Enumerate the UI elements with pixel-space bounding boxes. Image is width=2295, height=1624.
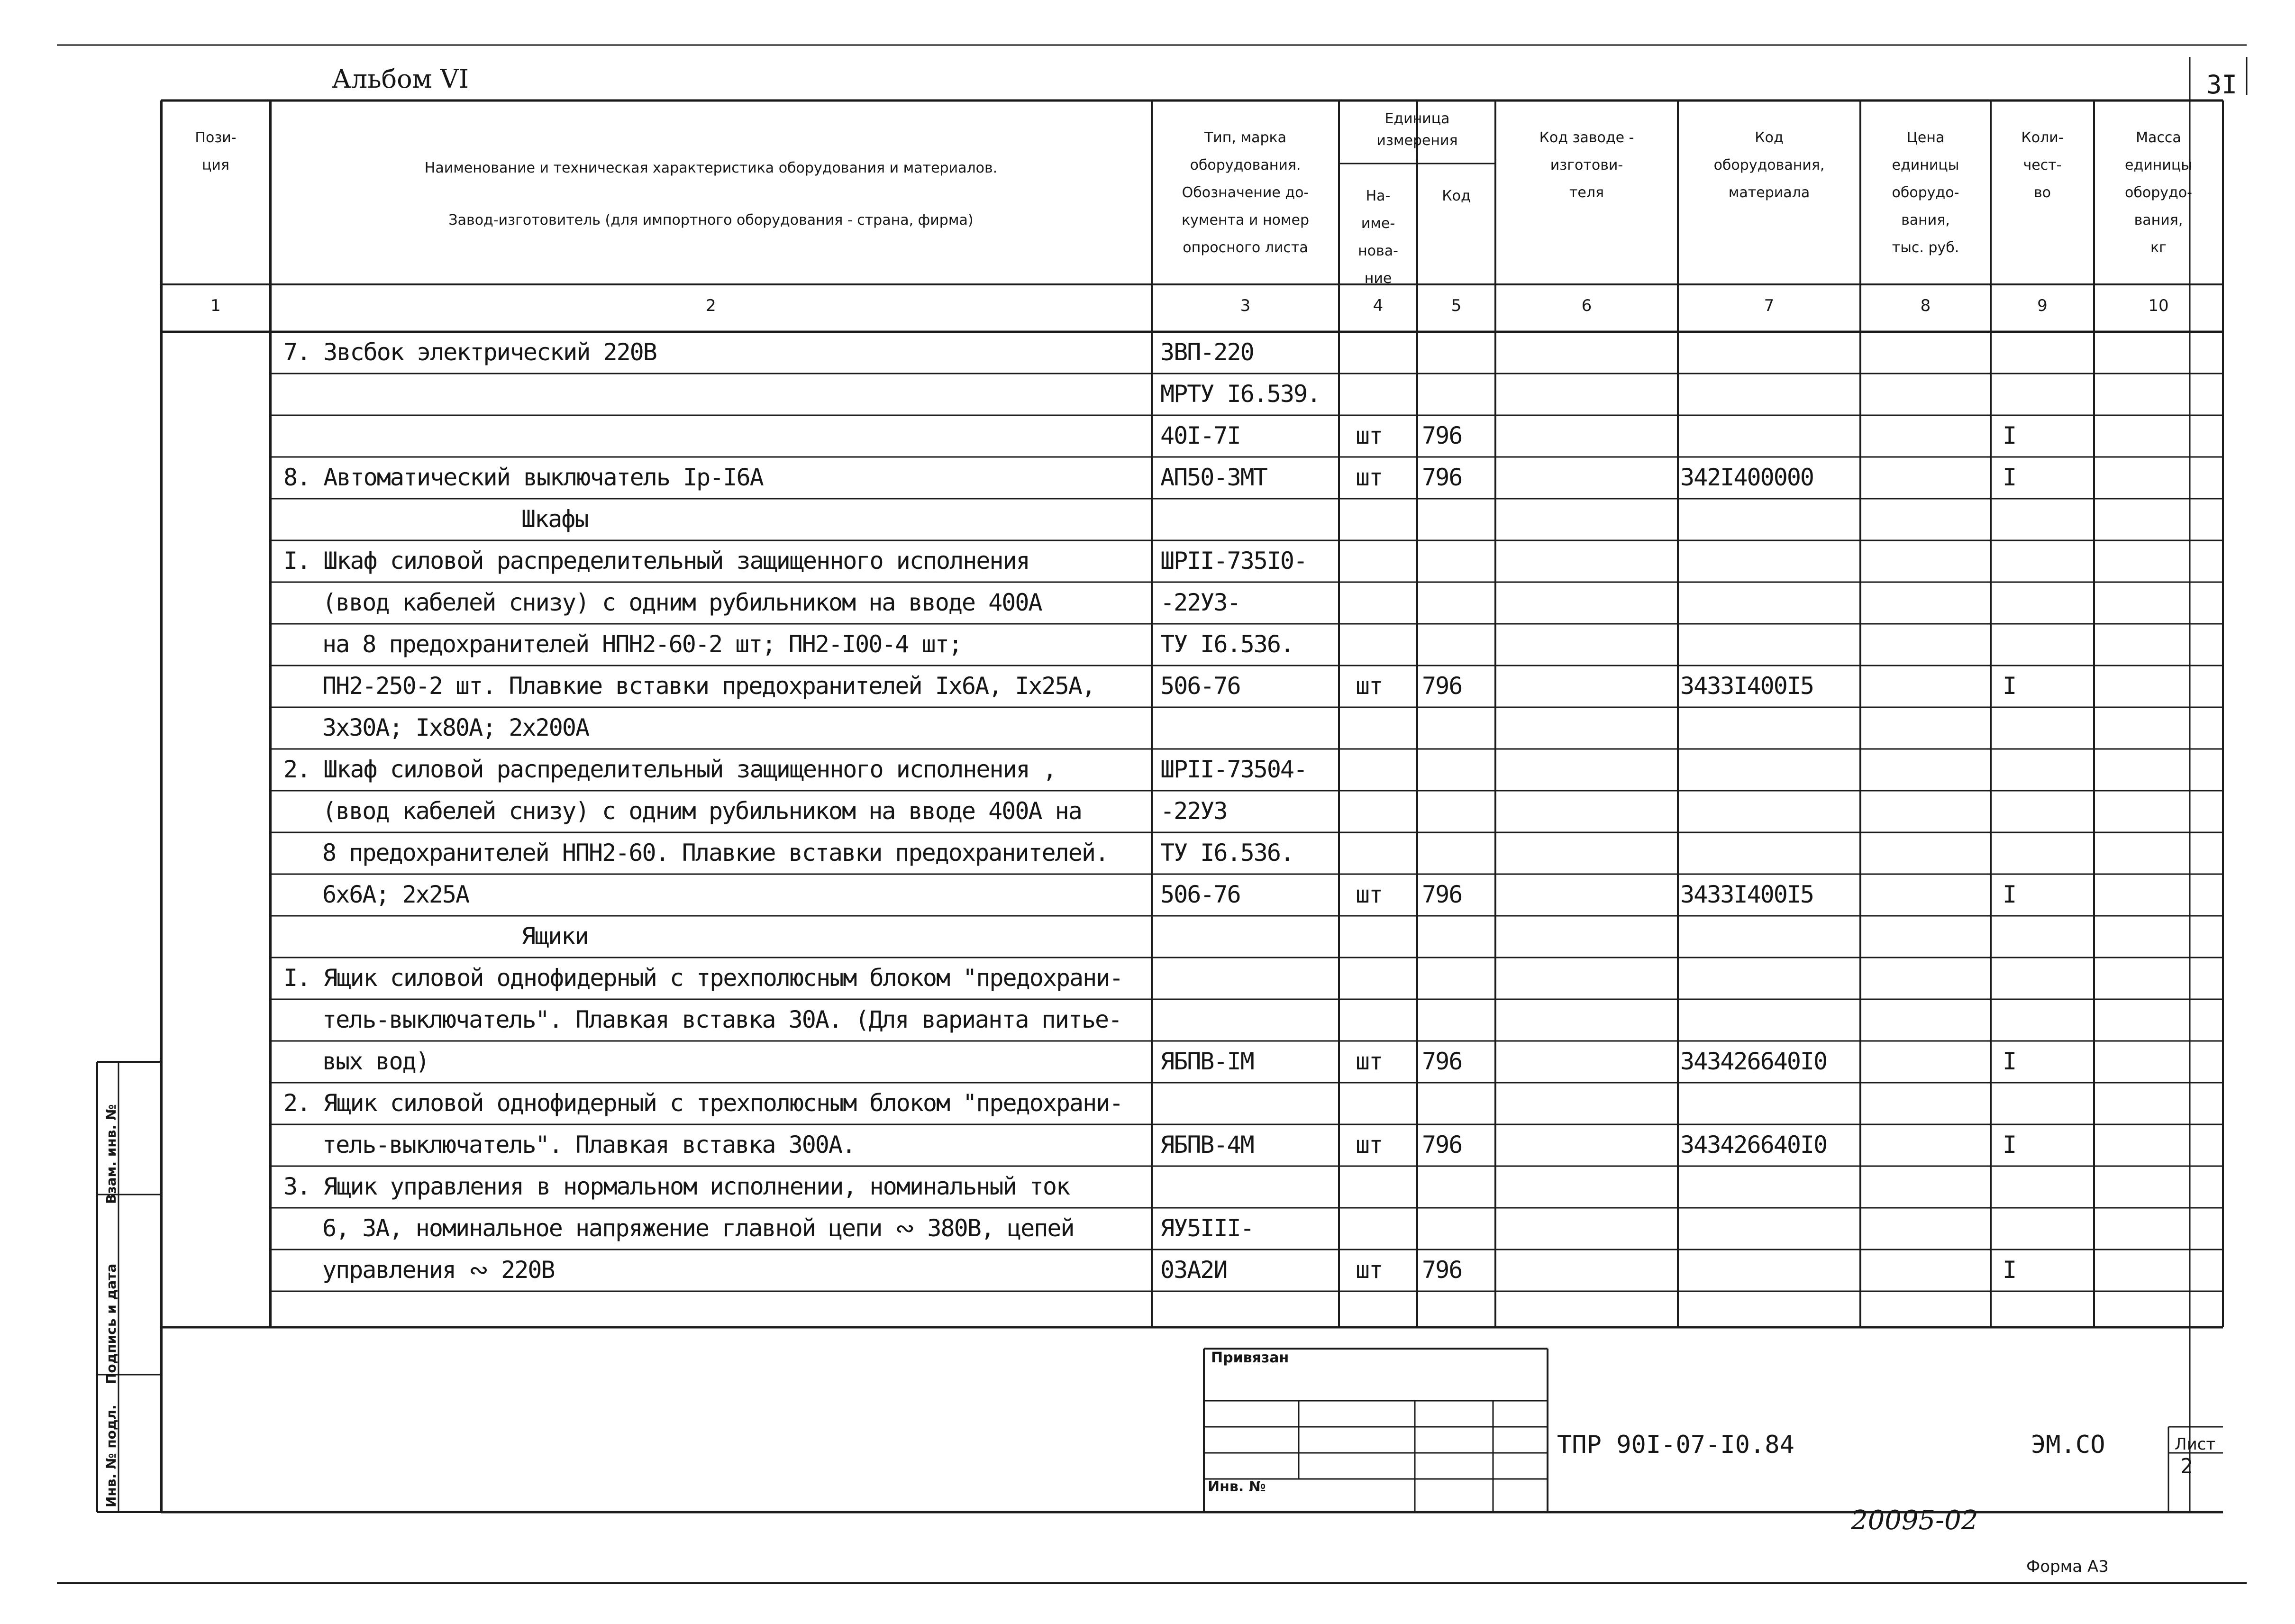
cell-type: МРТУ I6.539.	[1160, 380, 1321, 408]
cell-unit-code: 796	[1422, 1256, 1462, 1284]
column-number-8: 8	[1920, 296, 1931, 315]
column-number-7: 7	[1764, 296, 1775, 315]
column-number-6: 6	[1581, 296, 1592, 315]
cell-unit: шт	[1356, 422, 1383, 449]
cell-name: тель-выключатель". Плавкая вставка 30А. (Для варианта питье-	[322, 1006, 1122, 1033]
cell-equipment-code: 343426640I0	[1680, 1048, 1827, 1075]
column-header-9: Коли- чест- во	[2021, 129, 2064, 201]
column-header-3: Тип, марка оборудования. Обозначение до- кумента и номер опросного листа	[1181, 129, 1310, 256]
cell-type: -22У3-	[1160, 589, 1240, 616]
cell-name: I. Ящик силовой однофидерный с трехполюсным блоком "предохрани-	[283, 964, 1123, 992]
column-number-5: 5	[1451, 296, 1462, 315]
cell-name: 2. Ящик силовой однофидерный с трехполюсным блоком "предохрани-	[283, 1089, 1123, 1117]
cell-unit: шт	[1356, 1048, 1383, 1075]
cell-quantity: I	[2003, 464, 2016, 491]
cell-equipment-code: 3433I400I5	[1680, 672, 1814, 700]
cell-unit-code: 796	[1422, 1131, 1462, 1159]
cell-type: ЗВП-220	[1160, 338, 1254, 366]
column-number-3: 3	[1240, 296, 1251, 315]
form-label: Форма А3	[2026, 1557, 2109, 1576]
cell-type: 506-76	[1160, 672, 1240, 700]
cell-type: ЯБПВ-IМ	[1160, 1048, 1254, 1075]
side-label-signature: Подпись и дата	[103, 1263, 119, 1384]
cell-unit-code: 796	[1422, 881, 1462, 908]
column-number-10: 10	[2148, 296, 2169, 315]
column-header-4: На- име- нова- ние	[1358, 188, 1398, 287]
cell-name: 3х30А; Iх80А; 2х200А	[322, 714, 589, 741]
cell-quantity: I	[2003, 422, 2016, 449]
cell-name: тель-выключатель". Плавкая вставка 300А.	[322, 1131, 856, 1159]
column-header-1: Пози- ция	[195, 129, 237, 173]
column-number-1: 1	[210, 296, 221, 315]
cell-name: 8 предохранителей НПН2-60. Плавкие вставки предохранителей.	[322, 839, 1109, 867]
cell-type: ШРII-735I0-	[1160, 547, 1307, 575]
cell-name: ПН2-250-2 шт. Плавкие вставки предохранителей Iх6А, Iх25А,	[322, 672, 1095, 700]
column-header-2: Наименование и техническая характеристика оборудования и материалов. Завод-изготовитель (для импортного оборудования - страна, фирма)	[424, 160, 998, 228]
sheet-label: Лист	[2175, 1435, 2216, 1454]
cell-type: 506-76	[1160, 881, 1240, 908]
cell-type: ЯБПВ-4М	[1160, 1131, 1254, 1159]
cell-quantity: I	[2003, 1131, 2016, 1159]
cell-name: 8. Автоматический выключатель Iр-I6А	[283, 464, 763, 491]
cell-unit: шт	[1356, 1131, 1383, 1159]
stamp-inv-no: Инв. №	[1208, 1478, 1266, 1495]
side-label-replacement: Взам. инв. №	[103, 1104, 119, 1204]
cell-unit-code: 796	[1422, 672, 1462, 700]
cell-name: I. Шкаф силовой распределительный защищенного исполнения	[283, 547, 1029, 575]
column-header-7: Код оборудования, материала	[1713, 129, 1825, 201]
album-title: Альбом VI	[332, 64, 469, 94]
cell-name: 6, 3А, номинальное напряжение главной цепи ∾ 380В, цепей	[322, 1214, 1074, 1242]
cell-type: ШРII-73504-	[1160, 756, 1307, 783]
cell-type: ТУ I6.536.	[1160, 630, 1294, 658]
cell-unit: шт	[1356, 672, 1383, 700]
cell-type: 03А2И	[1160, 1256, 1227, 1284]
cell-type: ЯУ5III-	[1160, 1214, 1254, 1242]
cell-unit: шт	[1356, 881, 1383, 908]
cell-name: управления ∾ 220В	[322, 1256, 555, 1284]
cell-name: (ввод кабелей снизу) с одним рубильником на вводе 400А на	[322, 797, 1082, 825]
cell-name: вых вод)	[322, 1048, 429, 1075]
cell-type: -22У3	[1160, 797, 1227, 825]
cell-name: 6х6А; 2х25А	[322, 881, 469, 908]
cell-name: на 8 предохранителей НПН2-60-2 шт; ПН2-I00-4 шт;	[322, 630, 962, 658]
handwritten-number: 20095-02	[1851, 1505, 1978, 1536]
side-label-inventory: Инв. № подл.	[103, 1405, 119, 1507]
cell-unit: шт	[1356, 1256, 1383, 1284]
cell-name: 3. Ящик управления в нормальном исполнении, номинальный ток	[283, 1173, 1070, 1200]
column-number-4: 4	[1373, 296, 1384, 315]
column-header-6: Код заводе - изготови- теля	[1539, 129, 1634, 201]
column-header-5: Код	[1442, 188, 1471, 204]
document-code: ТПР 90I-07-I0.84	[1557, 1431, 1794, 1459]
column-header-10: Масса единицы оборудо- вания, кг	[2125, 129, 2192, 256]
cell-equipment-code: 342I400000	[1680, 464, 1814, 491]
document-section: ЭМ.СО	[2031, 1431, 2105, 1459]
cell-quantity: I	[2003, 672, 2016, 700]
cell-quantity: I	[2003, 1048, 2016, 1075]
cell-type: ТУ I6.536.	[1160, 839, 1294, 867]
column-number-9: 9	[2037, 296, 2048, 315]
cell-unit: шт	[1356, 464, 1383, 491]
cell-quantity: I	[2003, 881, 2016, 908]
cell-name: Шкафы	[521, 505, 588, 533]
sheet-number: 3I	[2206, 70, 2238, 100]
cell-unit-code: 796	[1422, 464, 1462, 491]
column-header-8: Цена единицы оборудо- вания, тыс. руб.	[1892, 129, 1959, 256]
cell-type: АП50-3МТ	[1160, 464, 1267, 491]
cell-quantity: I	[2003, 1256, 2016, 1284]
cell-name: (ввод кабелей снизу) с одним рубильником на вводе 400А	[322, 589, 1042, 616]
cell-equipment-code: 3433I400I5	[1680, 881, 1814, 908]
sheet-value: 2	[2180, 1454, 2193, 1478]
cell-equipment-code: 343426640I0	[1680, 1131, 1827, 1159]
cell-type: 40I-7I	[1160, 422, 1240, 449]
cell-name: Ящики	[521, 922, 588, 950]
cell-name: 7. Звсбок электрический 220В	[283, 338, 656, 366]
unit-group-header: Единица измерения	[1376, 110, 1458, 149]
cell-name: 2. Шкаф силовой распределительный защищенного исполнения ,	[283, 756, 1056, 783]
stamp-privyazan: Привязан	[1211, 1350, 1289, 1366]
cell-unit-code: 796	[1422, 1048, 1462, 1075]
column-number-2: 2	[706, 296, 716, 315]
cell-unit-code: 796	[1422, 422, 1462, 449]
